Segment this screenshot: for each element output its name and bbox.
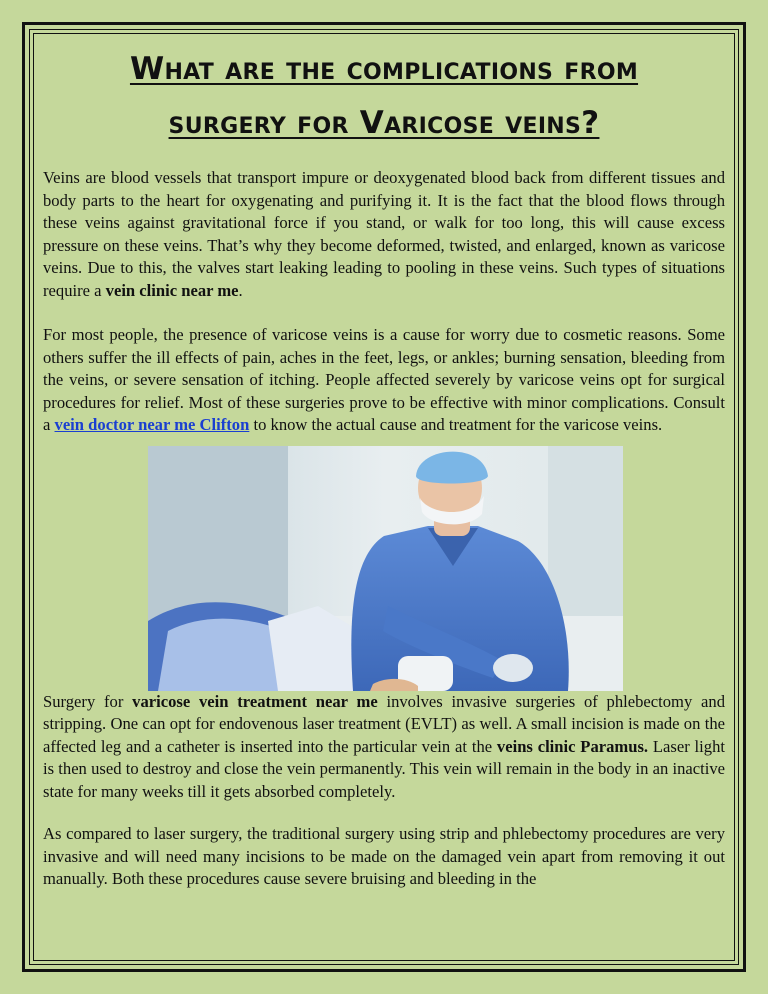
paragraph-intro xyxy=(43,167,725,302)
keyword-vein-clinic: vein clinic near me xyxy=(105,280,239,300)
document-content xyxy=(43,42,725,891)
paragraph-cosmetic xyxy=(43,324,725,437)
paragraph-cosmetic-text: For most people, the presence of varicose veins is a cause for worry due to cosmetic reasons. Some others suffer the ill effects of pain, aches in the feet, legs, or ankles; burning sensation, bleeding from the veins, or severe sensation of itching. People affected severely by varicose veins opt for surgical procedures for relief. Most of these surgeries prove to be effective with minor complications. Consult a xyxy=(43,325,725,434)
paragraph-comparison xyxy=(43,823,725,891)
title-line-2: surgery for Varicose veins? xyxy=(168,105,600,141)
keyword-varicose-treatment: varicose vein treatment near me xyxy=(132,691,378,711)
keyword-veins-clinic-paramus: veins clinic Paramus. xyxy=(496,736,649,756)
paragraph-intro-text: Veins are blood vessels that transport impure or deoxygenated blood back from different tissues and body parts to the heart for oxygenating and purifying it. It is the fact that the blood flows through these veins against gravitational force if you stand, or walk for too long, this will cause excess pressure on these veins. That’s why they become deformed, twisted, and enlarged, known as varicose veins. Due to this, the valves start leaking leading to pooling in these veins. Such types of situations require a xyxy=(43,168,725,300)
paragraph-surgery-text-b: involves invasive surgeries of phlebectomy and stripping. One can opt for endovenous laser treatment (EVLT) as well. A small incision is made on the affected leg and a catheter is inserted into the particular vein at the xyxy=(43,691,726,756)
paragraph-cosmetic-end: to know the actual cause and treatment for the varicose veins. xyxy=(249,415,663,434)
paragraph-surgery xyxy=(43,691,725,804)
vein-doctor-link[interactable]: vein doctor near me Clifton xyxy=(54,415,250,434)
paragraph-comparison-text: As compared to laser surgery, the traditional surgery using strip and phlebectomy procedures are very invasive and will need many incisions to be made on the damaged vein apart from removing it out manually. Both these procedures cause severe bruising and bleeding in the xyxy=(43,824,725,888)
document-title xyxy=(43,42,725,150)
paragraph-surgery-text-c: Laser light is then used to destroy and close the vein permanently. This vein will remain in the body in an inactive state for many weeks till it gets absorbed completely. xyxy=(43,736,725,801)
paragraph-intro-end: . xyxy=(238,280,243,300)
surgeon-photo xyxy=(148,446,623,691)
paragraph-surgery-text-a: Surgery for xyxy=(43,691,133,711)
title-line-1: What are the complications from xyxy=(129,51,639,87)
